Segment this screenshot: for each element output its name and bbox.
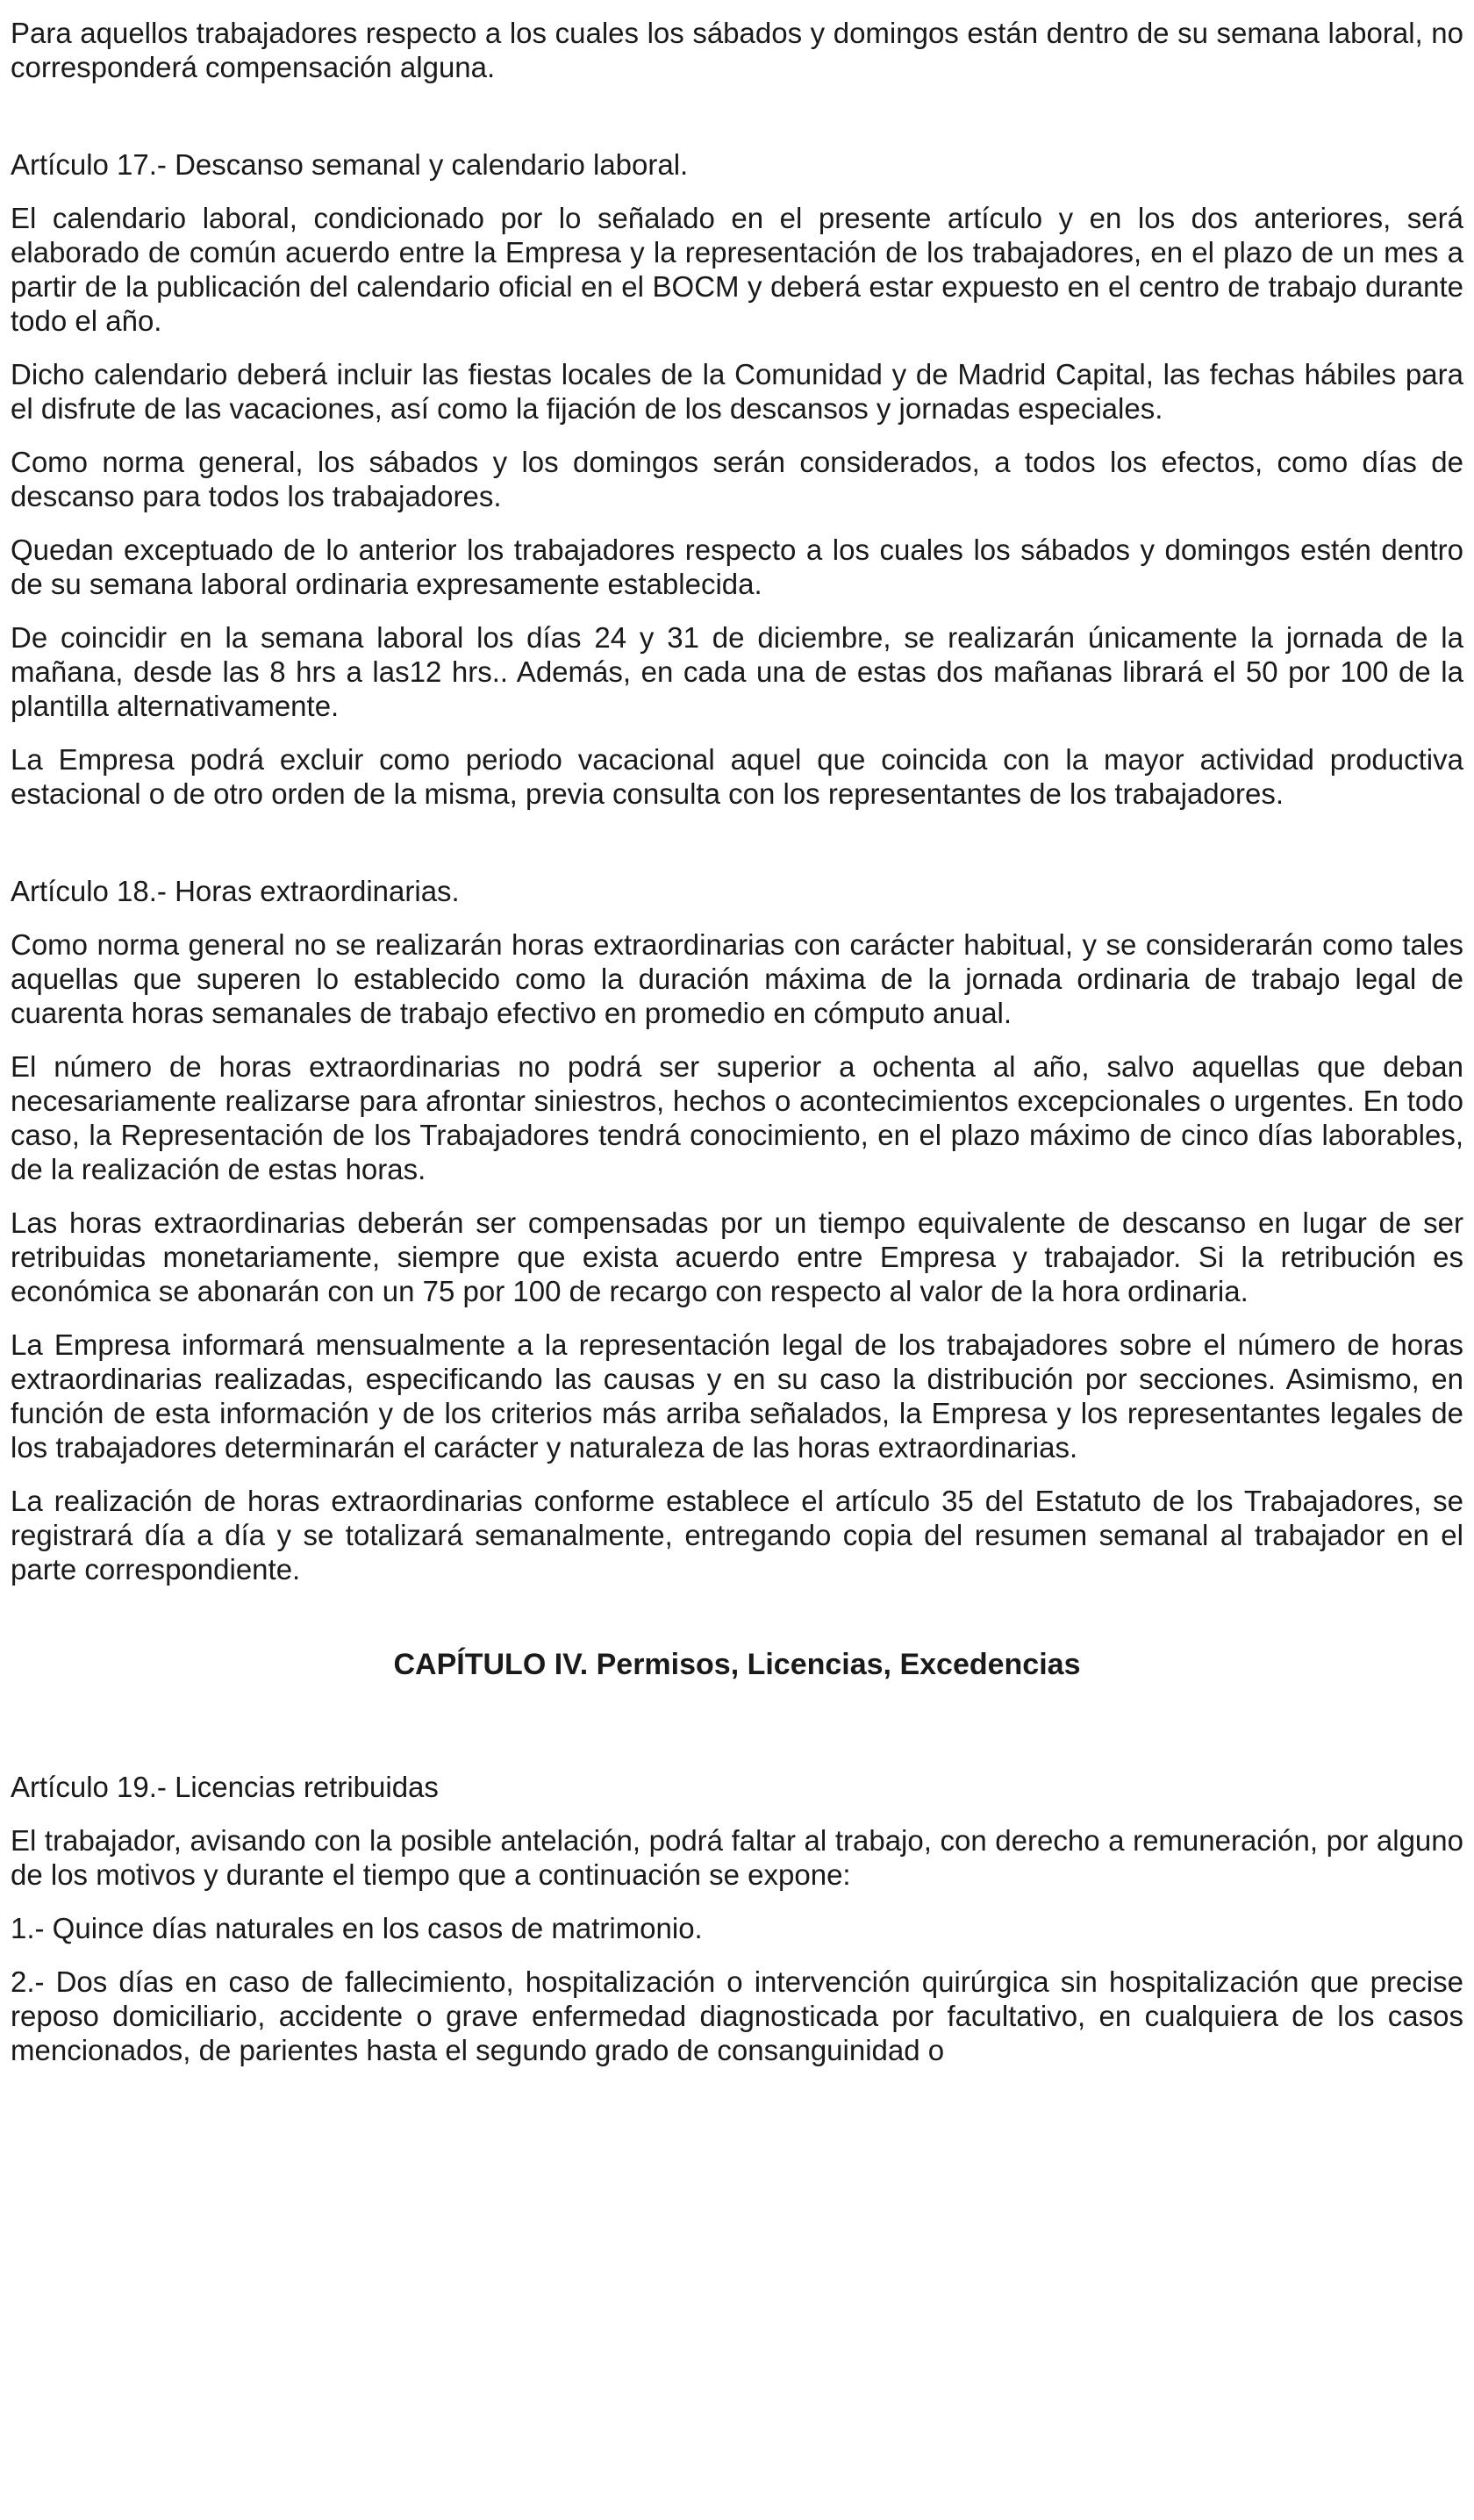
paragraph-overtime-registration: La realización de horas extraordinarias conforme establece el artículo 35 del Estatuto de los Trabajadores, se registrará día a día y se totalizará semanalmente, entregando copia del resumen semanal al trabajador en el parte correspondiente. [11, 1485, 1463, 1586]
paragraph-leave-marriage: 1.- Quince días naturales en los casos de matrimonio. [11, 1912, 703, 1944]
paragraph-calendar-contents: Dicho calendario deberá incluir las fiestas locales de la Comunidad y de Madrid Capital, las fechas hábiles para el disfrute de las vacaciones, así como la fijación de los descansos y jornadas especiales. [11, 358, 1463, 425]
paragraph-vacation-exclusion: La Empresa podrá excluir como periodo vacacional aquel que coincida con la mayor actividad productiva estacional o de otro orden de la misma, previa consulta con los representantes de los trabajadores. [11, 743, 1463, 810]
paragraph-december-days: De coincidir en la semana laboral los días 24 y 31 de diciembre, se realizarán únicamente la jornada de la mañana, desde las 8 hrs a las12 hrs.. Además, en cada una de estas dos mañanas librará el 50 por 100 de la plantilla alternativamente. [11, 621, 1463, 722]
article-18-heading: Artículo 18.- Horas extraordinarias. [11, 875, 460, 907]
paragraph-weekend-exception: Quedan exceptuado de lo anterior los trabajadores respecto a los cuales los sábados y domingos estén dentro de su semana laboral ordinaria expresamente establecida. [11, 533, 1463, 600]
paragraph-overtime-reporting: La Empresa informará mensualmente a la representación legal de los trabajadores sobre el número de horas extraordinarias realizadas, especificando las causas y en su caso la distribución por secciones. Asimismo, en función de esta información y de los criterios más arriba señalados, la Empresa y los representantes legales de los trabajadores determinarán el carácter y naturaleza de las horas extraordinarias. [11, 1328, 1463, 1464]
paragraph-leave-bereavement: 2.- Dos días en caso de fallecimiento, hospitalización o intervención quirúrgica sin hospitalización que precise reposo domiciliario, accidente o grave enfermedad diagnosticada por facultativo, en cualquiera de los casos mencionados, de parientes hasta el segundo grado de consanguinidad o [11, 1965, 1463, 2066]
paragraph-overtime-limit: El número de horas extraordinarias no podrá ser superior a ochenta al año, salvo aquellas que deban necesariamente realizarse para afrontar siniestros, hechos o acontecimientos excepcionales o urgentes. En todo caso, la Representación de los Trabajadores tendrá conocimiento, en el plazo máximo de cinco días laborables, de la realización de estas horas. [11, 1050, 1463, 1185]
paragraph-calendar-elaboration: El calendario laboral, condicionado por lo señalado en el presente artículo y en los dos anteriores, será elaborado de común acuerdo entre la Empresa y la representación de los trabajadores, en el plazo de un mes a partir de la publicación del calendario oficial en el BOCM y deberá estar expuesto en el centro de trabajo durante todo el año. [11, 202, 1463, 337]
paragraph-weekend-rest: Como norma general, los sábados y los domingos serán considerados, a todos los efectos, como días de descanso para todos los trabajadores. [11, 446, 1463, 512]
article-17-heading: Artículo 17.- Descanso semanal y calendario laboral. [11, 148, 689, 181]
paragraph-paid-leave-intro: El trabajador, avisando con la posible antelación, podrá faltar al trabajo, con derecho a remuneración, por alguno de los motivos y durante el tiempo que a continuación se expone: [11, 1824, 1463, 1891]
paragraph-overtime-compensation: Las horas extraordinarias deberán ser compensadas por un tiempo equivalente de descanso en lugar de ser retribuidas monetariamente, siempre que exista acuerdo entre Empresa y trabajador. Si la retribución es económica se abonarán con un 75 por 100 de recargo con respecto al valor de la hora ordinaria. [11, 1206, 1463, 1307]
article-19-heading: Artículo 19.- Licencias retribuidas [11, 1771, 439, 1803]
chapter-iv-title: CAPÍTULO IV. Permisos, Licencias, Excedencias [393, 1648, 1081, 1681]
paragraph-weekend-compensation: Para aquellos trabajadores respecto a los cuales los sábados y domingos están dentro de su semana laboral, no corresponderá compensación alguna. [11, 17, 1463, 83]
paragraph-overtime-definition: Como norma general no se realizarán horas extraordinarias con carácter habitual, y se considerarán como tales aquellas que superen lo establecido como la duración máxima de la jornada ordinaria de trabajo legal de cuarenta horas semanales de trabajo efectivo en promedio en cómputo anual. [11, 928, 1463, 1029]
